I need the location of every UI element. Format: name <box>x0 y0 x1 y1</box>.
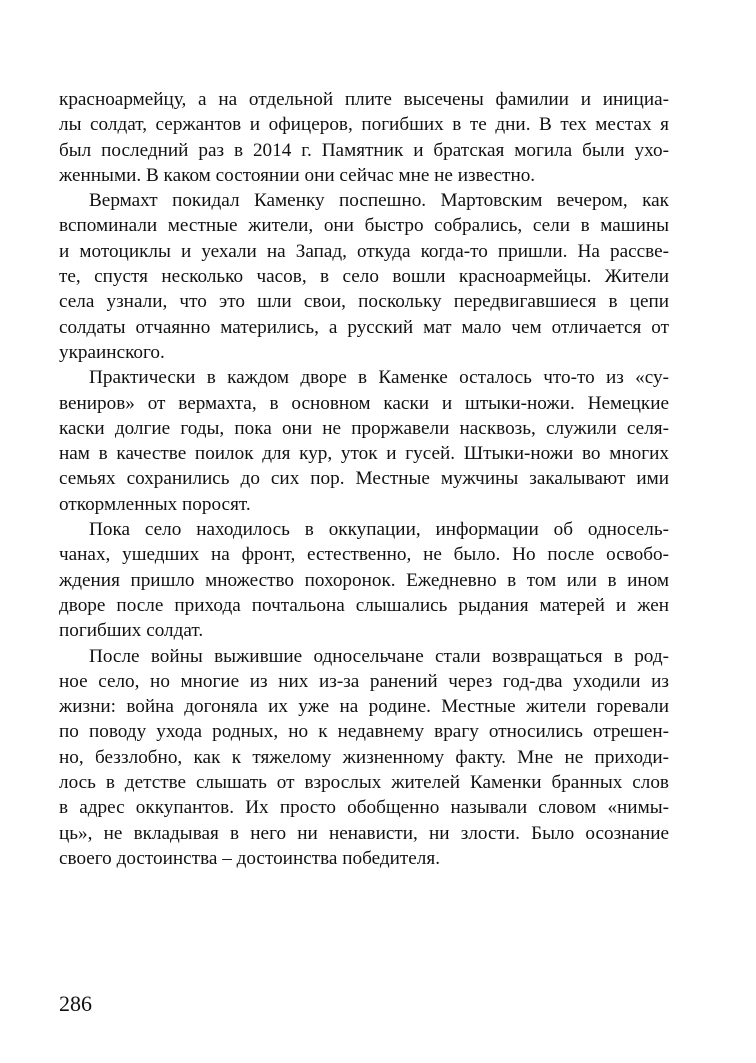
text-line: ное село, но многие из них из-за ранений через год-два уходили из <box>59 670 669 692</box>
text-line: по поводу ухода родных, но к недавнему врагу относились отрешен- <box>59 721 669 743</box>
text-line: те, спустя несколько часов, в село вошли красноармейцы. Жители <box>59 266 669 288</box>
text-line: нам в качестве поилок для кур, уток и гусей. Штыки-ножи во многих <box>59 443 669 465</box>
text-line: села узнали, что это шли свои, поскольку передвигавшиеся в цепи <box>59 291 669 313</box>
text-line: лось в детстве слышать от взрослых жителей Каменки бранных слов <box>59 772 669 794</box>
text-line: погибших солдат. <box>59 620 204 642</box>
paragraph <box>59 517 669 643</box>
paragraph <box>59 644 669 872</box>
text-line: чанах, ушедших на фронт, естественно, не было. Но после освобо- <box>59 544 669 566</box>
text-line: Вермахт покидал Каменку поспешно. Мартовским вечером, как <box>89 190 669 212</box>
text-line: Пока село находилось в оккупации, информации об односель- <box>89 519 669 541</box>
text-line: и мотоциклы и уехали на Запад, откуда когда-то пришли. На рассве- <box>59 240 669 262</box>
text-line: в адрес оккупантов. Их просто обобщенно называли словом «нимы- <box>59 797 669 819</box>
text-line: Практически в каждом дворе в Каменке осталось что-то из «су- <box>89 367 669 389</box>
text-line: был последний раз в 2014 г. Памятник и братская могила были ухо- <box>59 139 669 161</box>
text-line: женными. В каком состоянии они сейчас мне не известно. <box>59 164 536 186</box>
text-line: украинского. <box>59 341 165 363</box>
book-page <box>59 0 669 1063</box>
page-number: 286 <box>59 991 92 1016</box>
paragraph <box>59 365 669 517</box>
text-line: откормленных поросят. <box>59 493 251 515</box>
text-line: вспоминали местные жители, они быстро собрались, сели в машины <box>59 215 669 237</box>
text-line: но, беззлобно, как к тяжелому жизненному факту. Мне не приходи- <box>59 746 669 768</box>
text-line: красноармейцу, а на отдельной плите высечены фамилии и инициа- <box>59 89 669 110</box>
text-line: ждения пришло множество похоронок. Ежедневно в том или в ином <box>59 569 669 591</box>
text-line: семьях сохранились до сих пор. Местные мужчины закалывают ими <box>59 468 669 490</box>
text-line: ць», не вкладывая в него ни ненависти, ни злости. Было осознание <box>59 822 669 844</box>
text-line: каски долгие годы, пока они не проржавели насквозь, служили селя- <box>59 417 669 439</box>
text-line: солдаты отчаянно матерились, а русский мат мало чем отличается от <box>59 316 669 338</box>
paragraph <box>59 188 669 365</box>
text-line: После войны выжившие односельчане стали возвращаться в род- <box>89 645 669 667</box>
text-line: жизни: война догоняла их уже на родине. Местные жители горевали <box>59 696 669 718</box>
text-line: своего достоинства – достоинства победителя. <box>59 847 440 869</box>
paragraph <box>59 87 669 188</box>
text-line: вениров» от вермахта, в основном каски и штыки-ножи. Немецкие <box>59 392 669 414</box>
text-line: дворе после прихода почтальона слышались рыдания матерей и жен <box>59 594 669 616</box>
body-text <box>59 87 669 871</box>
text-line: лы солдат, сержантов и офицеров, погибших в те дни. В тех местах я <box>59 114 669 136</box>
